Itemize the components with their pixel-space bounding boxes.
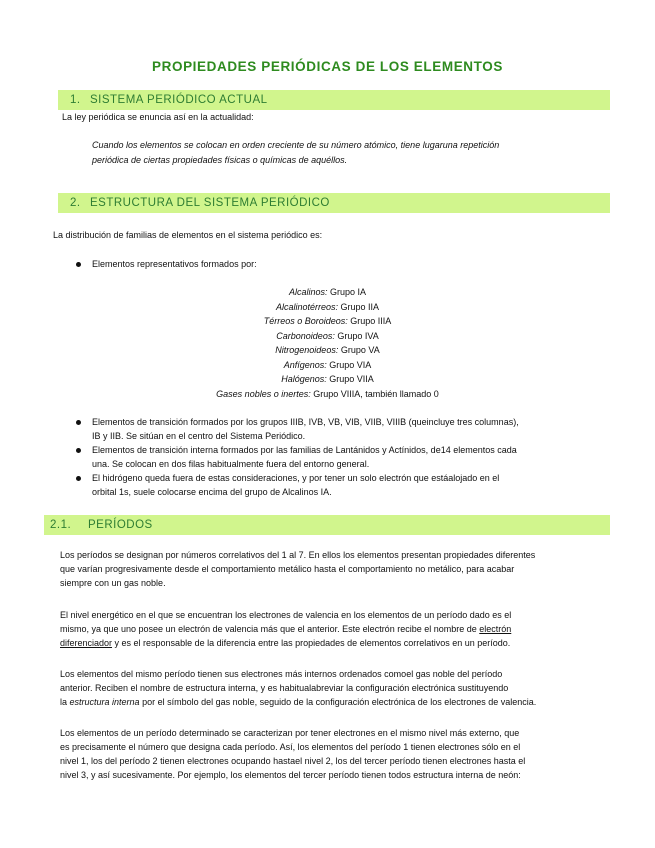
underlined-term: diferenciador: [60, 638, 113, 648]
underlined-term: electrón: [479, 624, 512, 634]
paragraph: [60, 548, 600, 590]
group-line: [0, 343, 655, 358]
group-name: Alcalinotérreos:: [275, 301, 338, 312]
section-number: 1.: [70, 94, 81, 106]
paragraph-line: [60, 636, 600, 650]
paragraph-line: Los elementos de un período determinado se caracterizan por tener electrones en el mismo nivel más externo, que: [60, 728, 520, 738]
text-run: mismo, ya que uno posee un electrón de valencia más que el anterior. Este electrón recibe el nombre de: [60, 624, 480, 634]
group-name: Anfígenos:: [283, 359, 327, 370]
group-name: Nitrogenoideos:: [275, 345, 339, 355]
bullet-icon: [76, 476, 81, 481]
group-name: Carbonoideos:: [276, 330, 335, 341]
italic-term: estructura interna: [69, 697, 140, 707]
text-run: la: [60, 697, 70, 707]
paragraph: [60, 608, 600, 650]
paragraph-line: siempre con un gas noble.: [60, 578, 166, 588]
section-2-intro: La distribución de familias de elementos en el sistema periódico es:: [53, 230, 323, 240]
paragraph-line: que varían progresivamente desde el comportamiento metálico hasta el comportamiento no metálico, para acabar: [60, 564, 515, 574]
group-line: [0, 300, 655, 315]
group-value: Grupo IIA: [340, 301, 380, 312]
section-number: 2.1.: [50, 519, 72, 531]
group-line: [0, 329, 655, 344]
group-line: [0, 358, 655, 373]
paragraph: [60, 726, 600, 782]
quote-line: periódica de ciertas propiedades físicas o químicas de aquéllos.: [92, 155, 348, 165]
group-name: Halógenos:: [281, 374, 327, 384]
list-item: orbital 1s, suele colocarse encima del grupo de Alcalinos IA.: [92, 487, 332, 497]
paragraph-line: nivel 3, y así sucesivamente. Por ejemplo, los elementos del tercer período tienen todos estructura interna de neón:: [60, 770, 521, 780]
list-item: Elementos de transición formados por los grupos IIIB, IVB, VB, VIB, VIIB, VIIIB (queincluye tres columnas),: [92, 417, 519, 427]
section-title: SISTEMA PERIÓDICO ACTUAL: [90, 94, 268, 106]
group-value: Grupo IIIA: [350, 316, 392, 326]
list-item: Elementos de transición interna formados por las familias de Lantánidos y Actínidos, de14 elementos cada: [92, 445, 517, 455]
list-item: IB y IIB. Se sitúan en el centro del Sistema Periódico.: [92, 431, 306, 441]
list-item: El hidrógeno queda fuera de estas consideraciones, y por tener un solo electrón que estáalojado en el: [92, 473, 500, 483]
group-name: Gases nobles o inertes:: [216, 388, 311, 399]
group-value: Grupo VA: [340, 345, 380, 355]
bullet-icon: [76, 262, 81, 267]
paragraph-line: es precisamente el número que designa cada período. Así, los elementos del período 1 tienen electrones sólo en el: [60, 742, 521, 752]
bullet-icon: [76, 420, 81, 425]
section-2-heading: [58, 193, 610, 213]
section-number: 2.: [70, 197, 81, 209]
group-name: Térreos o Boroideos:: [263, 316, 348, 326]
list-item: Elementos representativos formados por:: [92, 259, 257, 269]
quote-line: Cuando los elementos se colocan en orden creciente de su número atómico, tiene lugaruna repetición: [92, 140, 500, 150]
page-title: PROPIEDADES PERIÓDICAS DE LOS ELEMENTOS: [152, 59, 503, 74]
section-title: ESTRUCTURA DEL SISTEMA PERIÓDICO: [90, 197, 330, 209]
paragraph: [60, 667, 600, 709]
group-value: Grupo VIIIA, también llamado 0: [313, 388, 439, 399]
group-line: [0, 285, 655, 300]
group-value: Grupo VIIA: [329, 374, 374, 384]
bullet-icon: [76, 448, 81, 453]
group-value: Grupo VIA: [329, 359, 372, 370]
section-1-intro: La ley periódica se enuncia así en la actualidad:: [62, 112, 254, 122]
group-line: [0, 314, 655, 329]
group-name: Alcalinos:: [288, 287, 328, 297]
group-line: [0, 387, 655, 402]
paragraph-line: [60, 695, 600, 709]
section-1-heading: [58, 90, 610, 110]
paragraph-line: nivel 1, los del período 2 tienen electrones ocupando hastael nivel 2, los del tercer período tienen electrones hasta el: [60, 756, 526, 766]
group-value: Grupo IA: [330, 287, 367, 297]
section-title: PERÍODOS: [88, 519, 153, 531]
paragraph-line: El nivel energético en el que se encuentran los electrones de valencia en los elementos de un período dado es el: [60, 610, 512, 620]
group-line: [0, 372, 655, 387]
section-2-1-heading: [44, 515, 610, 535]
paragraph-line: anterior. Reciben el nombre de estructura interna, y es habitualabreviar la configuración electrónica sustituyendo: [60, 683, 509, 693]
text-run: y es el responsable de la diferencia entre las propiedades de elementos correlativos en un período.: [112, 638, 511, 648]
paragraph-line: [60, 622, 600, 636]
list-item: una. Se colocan en dos filas habitualmente fuera del entorno general.: [92, 459, 370, 469]
text-run: por el símbolo del gas noble, seguido de la configuración electrónica de los electrones de valencia.: [139, 697, 537, 707]
paragraph-line: Los elementos del mismo período tienen sus electrones más internos ordenados comoel gas noble del período: [60, 669, 503, 679]
group-value: Grupo IVA: [337, 330, 379, 341]
paragraph-line: Los períodos se designan por números correlativos del 1 al 7. En ellos los elementos presentan propiedades diferentes: [60, 550, 536, 560]
